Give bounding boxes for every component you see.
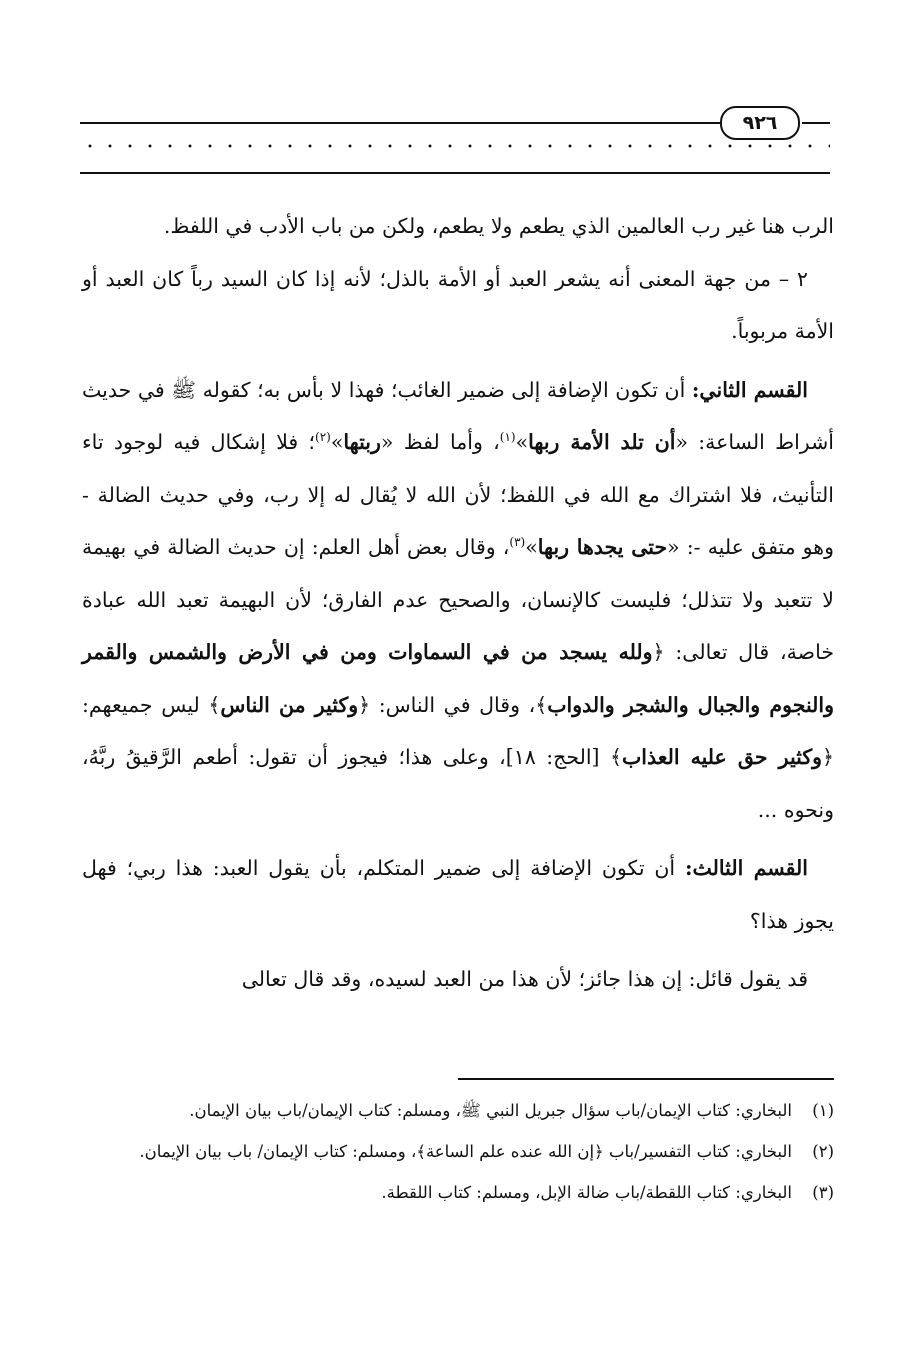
text-run: ﴾ [الحج: ١٨]، وعلى هذا؛ فيجوز أن تقول: أطعم الرَّقيقُ ربَّهُ، ونحوه ... [82, 745, 834, 822]
text-run: ، وأما لفظ « [380, 430, 500, 454]
page-number: ٩٢٦ [720, 106, 800, 140]
text-run: أن تكون الإضافة إلى ضمير الغائب؛ فهذا لا بأس به؛ كقوله ﷺ في حديث أشراط الساعة: « [82, 377, 834, 454]
text-run: أن تكون الإضافة إلى ضمير المتكلم، بأن يقول العبد: هذا ربي؛ فهل يجوز هذا؟ [82, 856, 834, 933]
text-run: ، وقال بعض أهل العلم: إن حديث الضالة في بهيمة لا تتعبد ولا تتذلل؛ فليست كالإنسان، والصحيح عدم الفارق؛ لأن البهيمة تعبد الله عبادة خاصة، قال تعالى: ﴿ [82, 535, 834, 664]
page-header [80, 100, 830, 180]
header-rule-bottom [80, 172, 830, 174]
footnote-ref: (١) [499, 430, 516, 445]
paragraph [82, 364, 834, 837]
hadith-quote: أن تلد الأمة ربها [528, 430, 676, 454]
footnote-ref: (٢) [315, 430, 331, 445]
footnote-number: (٢) [812, 1142, 834, 1161]
text-run: ٢ – من جهة المعنى أنه يشعر العبد أو الأمة بالذل؛ لأنه إذا كان السيد رباً كان العبد أو الأمة مربوباً. [82, 266, 834, 343]
footnote [88, 1133, 834, 1170]
paragraph [82, 953, 834, 1006]
quran-quote: ولله يسجد من في السماوات ومن في الأرض والشمس والقمر والنجوم والجبال والشجر والدواب [82, 640, 834, 717]
text-run: الرب هنا غير رب العالمين الذي يطعم ولا يطعم، ولكن من باب الأدب في اللفظ. [163, 214, 834, 238]
header-rule-top [80, 122, 720, 124]
text-run: » [525, 535, 538, 559]
text-run: » [515, 430, 529, 454]
footnotes [88, 1092, 834, 1215]
header-rule-top-end [802, 122, 830, 124]
paragraph [82, 253, 834, 358]
section-heading: القسم الثالث: [684, 856, 808, 880]
quran-quote: وكثير من الناس [220, 692, 359, 717]
main-text [82, 200, 834, 1006]
text-run: » [330, 430, 344, 454]
text-run: ﴾ ليس جميعهم: ﴿ [82, 692, 834, 769]
footnote [88, 1174, 834, 1211]
footnote-ref: (٣) [509, 535, 526, 550]
footnote-text: البخاري: كتاب اللقطة/باب ضالة الإبل، ومسلم: كتاب اللقطة. [381, 1183, 792, 1202]
paragraph [82, 842, 834, 947]
footnote-number: (١) [812, 1101, 834, 1120]
footnote-text: البخاري: كتاب التفسير/باب ﴿إن الله عنده علم الساعة﴾، ومسلم: كتاب الإيمان/ باب بيان الإيمان. [139, 1142, 792, 1161]
hadith-quote: حتى يجدها ربها [537, 535, 668, 559]
footnote [88, 1092, 834, 1129]
text-run: ﴾، وقال في الناس: ﴿ [358, 692, 548, 717]
footnote-separator [458, 1078, 834, 1080]
hadith-quote: ربتها [343, 430, 381, 454]
text-run: ؛ فلا إشكال فيه لوجود تاء التأنيث، فلا اشتراك مع الله في اللفظ؛ لأن الله لا يُقال له إلا رب، وفي حديث الضالة - وهو متفق عليه -: « [82, 430, 834, 559]
quran-quote: وكثير حق عليه العذاب [621, 745, 822, 769]
text-run: قد يقول قائل: إن هذا جائز؛ لأن هذا من العبد لسيده، وقد قال تعالى [241, 967, 808, 991]
footnote-number: (٣) [812, 1183, 834, 1202]
paragraph [82, 200, 834, 253]
header-dotted-rule [80, 142, 830, 150]
section-heading: القسم الثاني: [691, 377, 808, 402]
footnote-text: البخاري: كتاب الإيمان/باب سؤال جبريل النبي ﷺ، ومسلم: كتاب الإيمان/باب بيان الإيمان. [189, 1101, 792, 1120]
